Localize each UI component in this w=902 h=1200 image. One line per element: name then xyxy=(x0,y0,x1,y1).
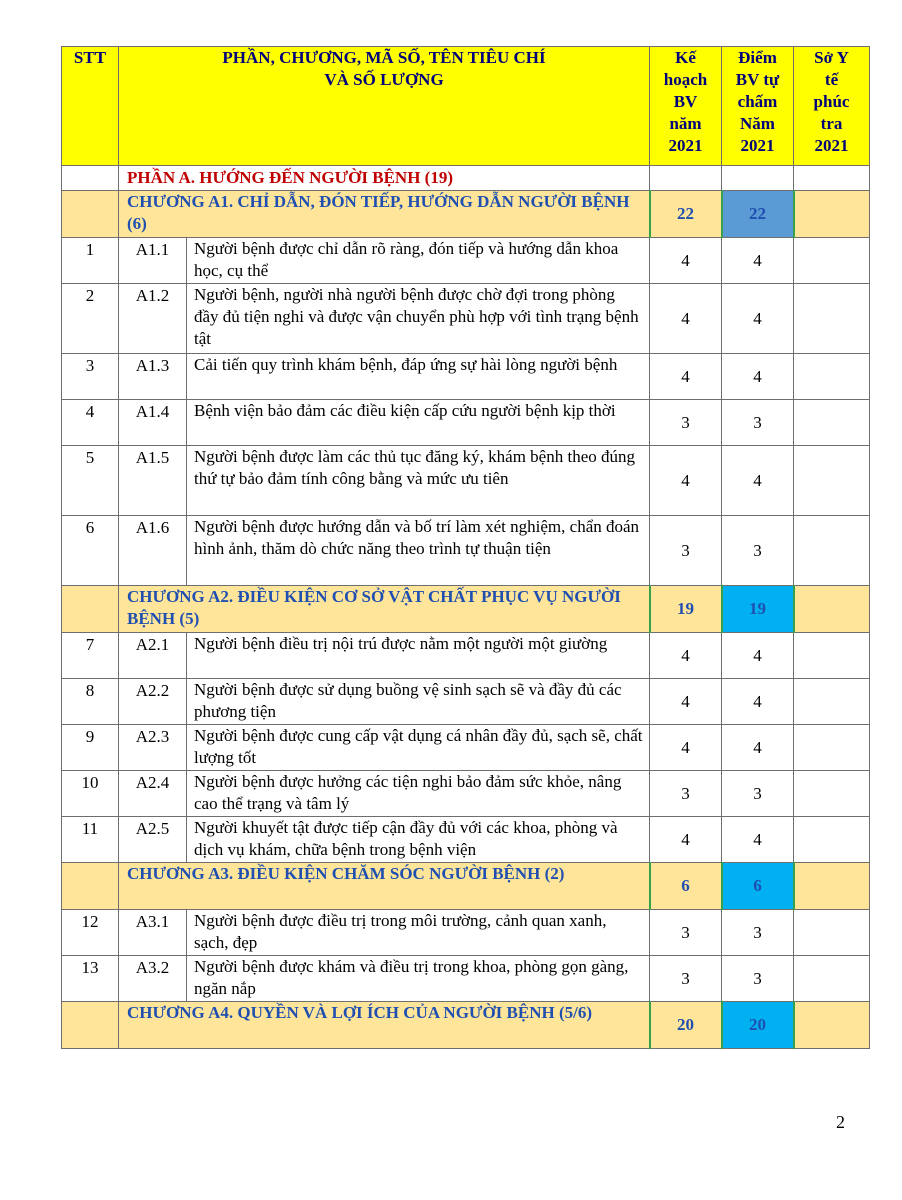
row-review-cell xyxy=(794,817,870,863)
row-stt: 9 xyxy=(62,725,119,771)
table-row xyxy=(62,238,870,284)
row-review-cell xyxy=(794,238,870,284)
chapter-self-score: 19 xyxy=(722,586,794,633)
row-code: A2.5 xyxy=(119,817,187,863)
table-row xyxy=(62,771,870,817)
row-review-cell xyxy=(794,771,870,817)
header-review-line: phúc xyxy=(813,92,850,111)
part-stt-cell xyxy=(62,166,119,191)
row-code: A1.4 xyxy=(119,400,187,446)
row-criterion-name: Người bệnh điều trị nội trú được nằm một người một giường xyxy=(187,633,650,679)
row-criterion-name: Cải tiến quy trình khám bệnh, đáp ứng sự hài lòng người bệnh xyxy=(187,354,650,400)
chapter-plan-score: 6 xyxy=(650,863,722,910)
row-review-cell xyxy=(794,400,870,446)
header-plan-line: Kế xyxy=(675,48,696,67)
table-row xyxy=(62,956,870,1002)
row-review-cell xyxy=(794,633,870,679)
chapter-row xyxy=(62,1002,870,1049)
row-criterion-name: Người bệnh được điều trị trong môi trường, cảnh quan xanh, sạch, đẹp xyxy=(187,910,650,956)
row-stt: 13 xyxy=(62,956,119,1002)
row-code: A1.3 xyxy=(119,354,187,400)
table-row xyxy=(62,516,870,586)
header-title-line2: VÀ SỐ LƯỢNG xyxy=(324,70,444,89)
row-plan-score: 4 xyxy=(650,446,722,516)
row-code: A3.2 xyxy=(119,956,187,1002)
table-header-row xyxy=(62,47,870,166)
row-criterion-name: Người bệnh được khám và điều trị trong khoa, phòng gọn gàng, ngăn nắp xyxy=(187,956,650,1002)
header-title-line1: PHẦN, CHƯƠNG, MÃ SỐ, TÊN TIÊU CHÍ xyxy=(222,48,546,67)
chapter-plan-score: 19 xyxy=(650,586,722,633)
row-criterion-name: Người bệnh được hưởng các tiện nghi bảo đảm sức khỏe, nâng cao thể trạng và tâm lý xyxy=(187,771,650,817)
table-row xyxy=(62,725,870,771)
row-self-score: 4 xyxy=(722,354,794,400)
row-plan-score: 4 xyxy=(650,284,722,354)
row-plan-score: 4 xyxy=(650,633,722,679)
header-plan xyxy=(650,47,722,166)
header-plan-line: BV xyxy=(673,92,698,111)
chapter-review-cell xyxy=(794,586,870,633)
header-stt: STT xyxy=(62,47,119,166)
part-plan-cell xyxy=(650,166,722,191)
chapter-review-cell xyxy=(794,863,870,910)
header-self-line: 2021 xyxy=(740,136,775,155)
row-self-score: 3 xyxy=(722,956,794,1002)
row-plan-score: 3 xyxy=(650,956,722,1002)
page-number: 2 xyxy=(836,1112,845,1132)
row-self-score: 3 xyxy=(722,771,794,817)
table-row xyxy=(62,354,870,400)
row-self-score: 3 xyxy=(722,516,794,586)
row-criterion-name: Người bệnh được cung cấp vật dụng cá nhân đầy đủ, sạch sẽ, chất lượng tốt xyxy=(187,725,650,771)
row-plan-score: 4 xyxy=(650,817,722,863)
table-row xyxy=(62,817,870,863)
chapter-row xyxy=(62,586,870,633)
row-code: A2.3 xyxy=(119,725,187,771)
row-review-cell xyxy=(794,284,870,354)
row-stt: 7 xyxy=(62,633,119,679)
row-review-cell xyxy=(794,910,870,956)
header-review-line: tế xyxy=(824,70,839,89)
part-title: PHẦN A. HƯỚNG ĐẾN NGƯỜI BỆNH (19) xyxy=(119,166,650,191)
row-review-cell xyxy=(794,516,870,586)
row-criterion-name: Người bệnh được chỉ dẫn rõ ràng, đón tiếp và hướng dẫn khoa học, cụ thể xyxy=(187,238,650,284)
row-code: A2.2 xyxy=(119,679,187,725)
chapter-row xyxy=(62,191,870,238)
row-stt: 4 xyxy=(62,400,119,446)
row-self-score: 4 xyxy=(722,679,794,725)
row-code: A3.1 xyxy=(119,910,187,956)
row-stt: 6 xyxy=(62,516,119,586)
row-plan-score: 3 xyxy=(650,516,722,586)
chapter-review-cell xyxy=(794,1002,870,1049)
row-plan-score: 4 xyxy=(650,725,722,771)
row-review-cell xyxy=(794,354,870,400)
row-stt: 8 xyxy=(62,679,119,725)
row-code: A1.6 xyxy=(119,516,187,586)
chapter-self-score: 20 xyxy=(722,1002,794,1049)
row-plan-score: 3 xyxy=(650,400,722,446)
row-review-cell xyxy=(794,679,870,725)
chapter-self-score: 6 xyxy=(722,863,794,910)
row-criterion-name: Người bệnh được hướng dẫn và bố trí làm xét nghiệm, chẩn đoán hình ảnh, thăm dò chức năng theo trình tự thuận tiện xyxy=(187,516,650,586)
row-plan-score: 4 xyxy=(650,238,722,284)
row-self-score: 4 xyxy=(722,446,794,516)
header-plan-line: hoạch xyxy=(663,70,708,89)
row-review-cell xyxy=(794,725,870,771)
row-plan-score: 3 xyxy=(650,771,722,817)
row-stt: 10 xyxy=(62,771,119,817)
table-row xyxy=(62,284,870,354)
chapter-title: CHƯƠNG A3. ĐIỀU KIỆN CHĂM SÓC NGƯỜI BỆNH (2) xyxy=(119,863,650,910)
chapter-stt-cell xyxy=(62,1002,119,1049)
chapter-title: CHƯƠNG A1. CHỈ DẪN, ĐÓN TIẾP, HƯỚNG DẪN NGƯỜI BỆNH (6) xyxy=(119,191,650,238)
header-plan-line: năm xyxy=(669,114,702,133)
row-stt: 12 xyxy=(62,910,119,956)
row-criterion-name: Người khuyết tật được tiếp cận đầy đủ với các khoa, phòng và dịch vụ khám, chữa bệnh trong bệnh viện xyxy=(187,817,650,863)
row-criterion-name: Người bệnh, người nhà người bệnh được chờ đợi trong phòng đầy đủ tiện nghi và được vận chuyển phù hợp với tình trạng bệnh tật xyxy=(187,284,650,354)
header-self-score xyxy=(722,47,794,166)
row-code: A2.4 xyxy=(119,771,187,817)
row-stt: 11 xyxy=(62,817,119,863)
chapter-stt-cell xyxy=(62,863,119,910)
header-self-line: Điểm xyxy=(738,48,777,67)
chapter-row xyxy=(62,863,870,910)
chapter-title: CHƯƠNG A2. ĐIỀU KIỆN CƠ SỞ VẬT CHẤT PHỤC VỤ NGƯỜI BỆNH (5) xyxy=(119,586,650,633)
header-plan-line: 2021 xyxy=(668,136,703,155)
row-stt: 2 xyxy=(62,284,119,354)
row-stt: 5 xyxy=(62,446,119,516)
row-code: A1.5 xyxy=(119,446,187,516)
part-row xyxy=(62,166,870,191)
table-row xyxy=(62,910,870,956)
row-stt: 3 xyxy=(62,354,119,400)
row-self-score: 3 xyxy=(722,910,794,956)
row-self-score: 4 xyxy=(722,284,794,354)
part-self-cell xyxy=(722,166,794,191)
row-review-cell xyxy=(794,956,870,1002)
header-title xyxy=(119,47,650,166)
row-self-score: 4 xyxy=(722,238,794,284)
table-row xyxy=(62,400,870,446)
row-criterion-name: Người bệnh được sử dụng buồng vệ sinh sạch sẽ và đầy đủ các phương tiện xyxy=(187,679,650,725)
table-row xyxy=(62,679,870,725)
row-criterion-name: Bệnh viện bảo đảm các điều kiện cấp cứu người bệnh kịp thời xyxy=(187,400,650,446)
chapter-stt-cell xyxy=(62,191,119,238)
row-plan-score: 4 xyxy=(650,679,722,725)
row-plan-score: 3 xyxy=(650,910,722,956)
row-stt: 1 xyxy=(62,238,119,284)
row-plan-score: 4 xyxy=(650,354,722,400)
header-self-line: BV tự xyxy=(735,70,780,89)
header-review-line: tra xyxy=(820,114,843,133)
chapter-stt-cell xyxy=(62,586,119,633)
chapter-plan-score: 22 xyxy=(650,191,722,238)
row-self-score: 4 xyxy=(722,633,794,679)
chapter-plan-score: 20 xyxy=(650,1002,722,1049)
chapter-title: CHƯƠNG A4. QUYỀN VÀ LỢI ÍCH CỦA NGƯỜI BỆNH (5/6) xyxy=(119,1002,650,1049)
row-code: A1.2 xyxy=(119,284,187,354)
row-review-cell xyxy=(794,446,870,516)
table-row xyxy=(62,446,870,516)
criteria-table xyxy=(61,46,870,1049)
header-self-line: chấm xyxy=(737,92,778,111)
header-review xyxy=(794,47,870,166)
table-body xyxy=(62,166,870,1049)
row-code: A2.1 xyxy=(119,633,187,679)
row-criterion-name: Người bệnh được làm các thủ tục đăng ký, khám bệnh theo đúng thứ tự bảo đảm tính công bằng và mức ưu tiên xyxy=(187,446,650,516)
header-self-line: Năm xyxy=(740,114,775,133)
chapter-review-cell xyxy=(794,191,870,238)
header-review-line: Sở Y xyxy=(814,48,849,67)
part-review-cell xyxy=(794,166,870,191)
chapter-self-score: 22 xyxy=(722,191,794,238)
row-self-score: 4 xyxy=(722,817,794,863)
row-self-score: 4 xyxy=(722,725,794,771)
row-self-score: 3 xyxy=(722,400,794,446)
table-row xyxy=(62,633,870,679)
header-review-line: 2021 xyxy=(814,136,849,155)
row-code: A1.1 xyxy=(119,238,187,284)
